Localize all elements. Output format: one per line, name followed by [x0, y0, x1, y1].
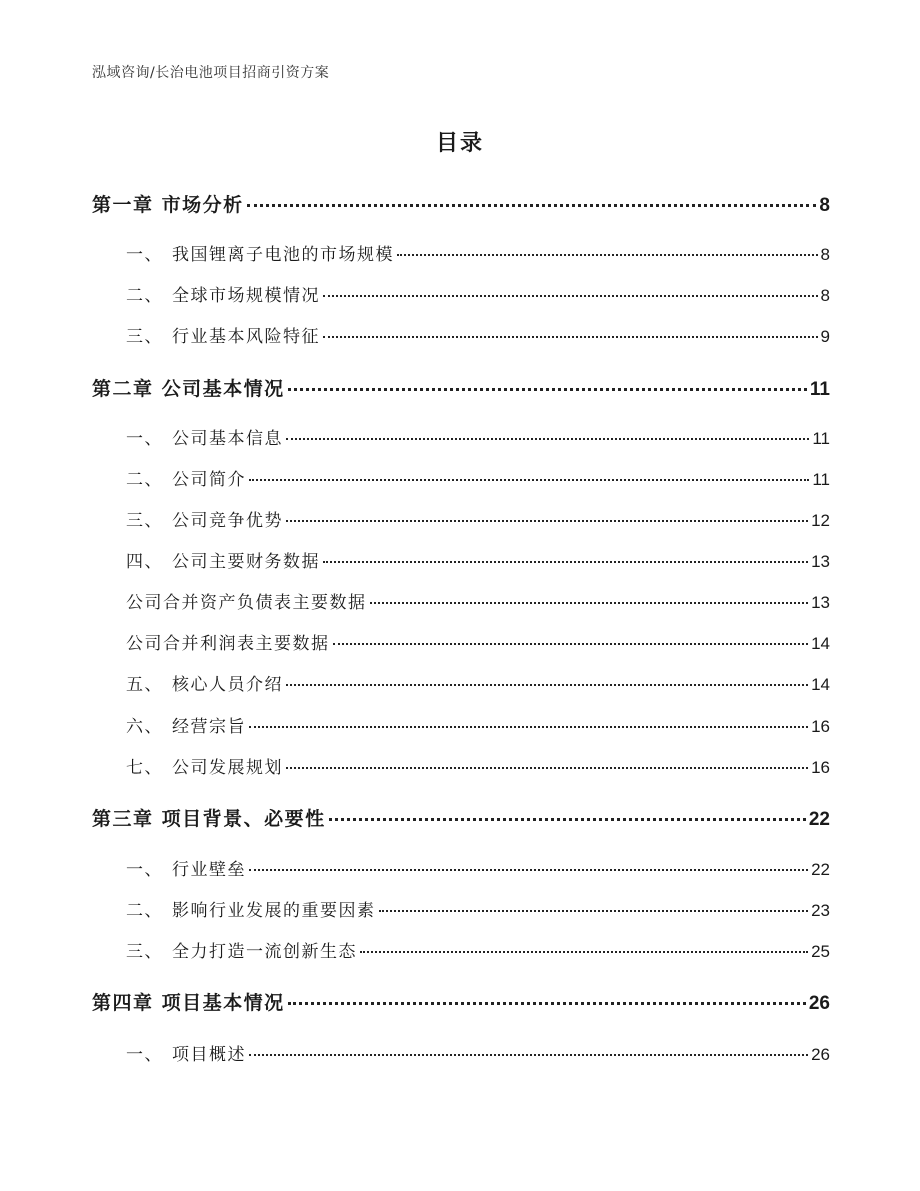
- toc-entry-title: 项目概述: [172, 1045, 246, 1065]
- dot-leader: [333, 643, 809, 645]
- toc-entry-number: 一、: [126, 1045, 163, 1065]
- toc-entry-label: [92, 988, 285, 1015]
- toc-section-entry[interactable]: [92, 753, 830, 778]
- toc-entry-label: [92, 629, 330, 654]
- toc-entry-number: 三、: [126, 327, 163, 347]
- toc-entry-title: 公司合并资产负债表主要数据: [126, 593, 367, 613]
- toc-page-number: 26: [811, 1045, 830, 1064]
- running-header: 泓域咨询/长治电池项目招商引资方案: [92, 65, 330, 81]
- toc-page-number: 16: [811, 717, 830, 736]
- toc-entry-title: 公司简介: [172, 470, 246, 490]
- toc-entry-label: [92, 937, 357, 962]
- toc-entry-title: 第二章 公司基本情况: [92, 378, 285, 400]
- toc-entry-title: 公司发展规划: [172, 758, 283, 778]
- toc-entry-title: 公司基本信息: [172, 429, 283, 449]
- toc-page-number: 11: [812, 470, 830, 489]
- toc-entry-label: [92, 506, 283, 531]
- toc-section-entry[interactable]: [92, 1040, 830, 1065]
- toc-entry-label: [92, 374, 285, 401]
- toc-section-entry[interactable]: [92, 937, 830, 962]
- toc-entry-title: 我国锂离子电池的市场规模: [172, 245, 394, 265]
- toc-page-number: 13: [811, 593, 830, 612]
- toc-entry-number: 一、: [126, 429, 163, 449]
- toc-page-number: 12: [811, 511, 830, 530]
- toc-entry-title: 全力打造一流创新生态: [172, 942, 357, 962]
- toc-entry-label: [92, 896, 376, 921]
- toc-page-number: 9: [820, 327, 830, 346]
- toc-entry-label: [92, 424, 283, 449]
- toc-section-entry[interactable]: [92, 465, 830, 490]
- toc-chapter-entry[interactable]: [92, 190, 830, 217]
- dot-leader: [249, 869, 808, 871]
- dot-leader: [286, 767, 808, 769]
- toc-page-number: 23: [811, 901, 830, 920]
- toc-entry-title: 经营宗旨: [172, 717, 246, 737]
- dot-leader: [360, 951, 808, 953]
- toc-section-entry[interactable]: [92, 424, 830, 449]
- toc-entry-label: [92, 712, 246, 737]
- dot-leader: [323, 336, 818, 338]
- dot-leader: [286, 520, 808, 522]
- toc-chapter-entry[interactable]: [92, 804, 830, 831]
- toc-entry-title: 全球市场规模情况: [172, 286, 320, 306]
- dot-leader: [323, 295, 818, 297]
- toc-page-number: 8: [820, 286, 830, 305]
- toc-entry-title: 第三章 项目背景、必要性: [92, 808, 326, 830]
- toc-title: 目录: [435, 131, 484, 156]
- toc-entry-title: 第四章 项目基本情况: [92, 992, 285, 1014]
- toc-entry-number: 六、: [126, 717, 163, 737]
- toc-entry-number: 三、: [126, 942, 163, 962]
- toc-entry-number: 一、: [126, 860, 163, 880]
- toc-entry-title: 第一章 市场分析: [92, 194, 244, 216]
- toc-section-entry[interactable]: [92, 896, 830, 921]
- dot-leader: [397, 254, 818, 256]
- toc-entry-label: [92, 670, 283, 695]
- dot-leader: [323, 561, 808, 563]
- toc-page-number: 8: [820, 245, 830, 264]
- toc-entry-title: 公司竞争优势: [172, 511, 283, 531]
- dot-leader: [288, 1002, 806, 1005]
- dot-leader: [286, 684, 808, 686]
- dot-leader: [329, 818, 806, 821]
- toc-section-entry[interactable]: [92, 588, 830, 613]
- toc-entry-title: 公司主要财务数据: [172, 552, 320, 572]
- toc-section-entry[interactable]: [92, 322, 830, 347]
- toc-entry-number: 七、: [126, 758, 163, 778]
- dot-leader: [249, 726, 808, 728]
- toc-page-number: 25: [811, 942, 830, 961]
- toc-page-number: 11: [809, 379, 830, 400]
- toc-entry-label: [92, 190, 244, 217]
- toc-entry-number: 二、: [126, 901, 163, 921]
- toc-section-entry[interactable]: [92, 629, 830, 654]
- toc-entry-label: [92, 855, 246, 880]
- dot-leader: [286, 438, 809, 440]
- toc-entry-label: [92, 547, 320, 572]
- toc-entry-number: 五、: [126, 675, 163, 695]
- toc-entry-number: 二、: [126, 286, 163, 306]
- toc-section-entry[interactable]: [92, 547, 830, 572]
- toc-entry-title: 公司合并利润表主要数据: [126, 634, 330, 654]
- toc-entry-title: 行业基本风险特征: [172, 327, 320, 347]
- toc-entry-title: 核心人员介绍: [172, 675, 283, 695]
- toc-page-number: 14: [811, 675, 830, 694]
- toc-section-entry[interactable]: [92, 670, 830, 695]
- dot-leader: [249, 479, 809, 481]
- toc-page-number: 26: [808, 993, 830, 1014]
- dot-leader: [247, 204, 817, 207]
- toc-entry-title: 行业壁垒: [172, 860, 246, 880]
- toc-entry-title: 影响行业发展的重要因素: [172, 901, 376, 921]
- toc-entry-label: [92, 465, 246, 490]
- toc-page-number: 13: [811, 552, 830, 571]
- toc-page-number: 22: [808, 809, 830, 830]
- toc-entry-label: [92, 1040, 246, 1065]
- toc-chapter-entry[interactable]: [92, 988, 830, 1015]
- toc-entry-number: 一、: [126, 245, 163, 265]
- toc-entry-label: [92, 322, 320, 347]
- toc-page-number: 22: [811, 860, 830, 879]
- toc-section-entry[interactable]: [92, 855, 830, 880]
- toc-section-entry[interactable]: [92, 712, 830, 737]
- toc-entry-number: 二、: [126, 470, 163, 490]
- toc-section-entry[interactable]: [92, 281, 830, 306]
- toc-entry-label: [92, 281, 320, 306]
- dot-leader: [249, 1054, 808, 1056]
- toc-page-number: 8: [819, 195, 830, 216]
- dot-leader: [288, 388, 807, 391]
- toc-entry-label: [92, 804, 326, 831]
- toc-chapter-entry[interactable]: [92, 374, 830, 401]
- dot-leader: [370, 602, 809, 604]
- toc-entry-label: [92, 753, 283, 778]
- toc-page-number: 14: [811, 634, 830, 653]
- toc-section-entry[interactable]: [92, 240, 830, 265]
- toc-entry-number: 四、: [126, 552, 163, 572]
- dot-leader: [379, 910, 809, 912]
- toc-entry-label: [92, 240, 394, 265]
- toc-page-number: 11: [812, 429, 830, 448]
- toc-entry-label: [92, 588, 367, 613]
- toc-entry-number: 三、: [126, 511, 163, 531]
- toc-page-number: 16: [811, 758, 830, 777]
- toc-section-entry[interactable]: [92, 506, 830, 531]
